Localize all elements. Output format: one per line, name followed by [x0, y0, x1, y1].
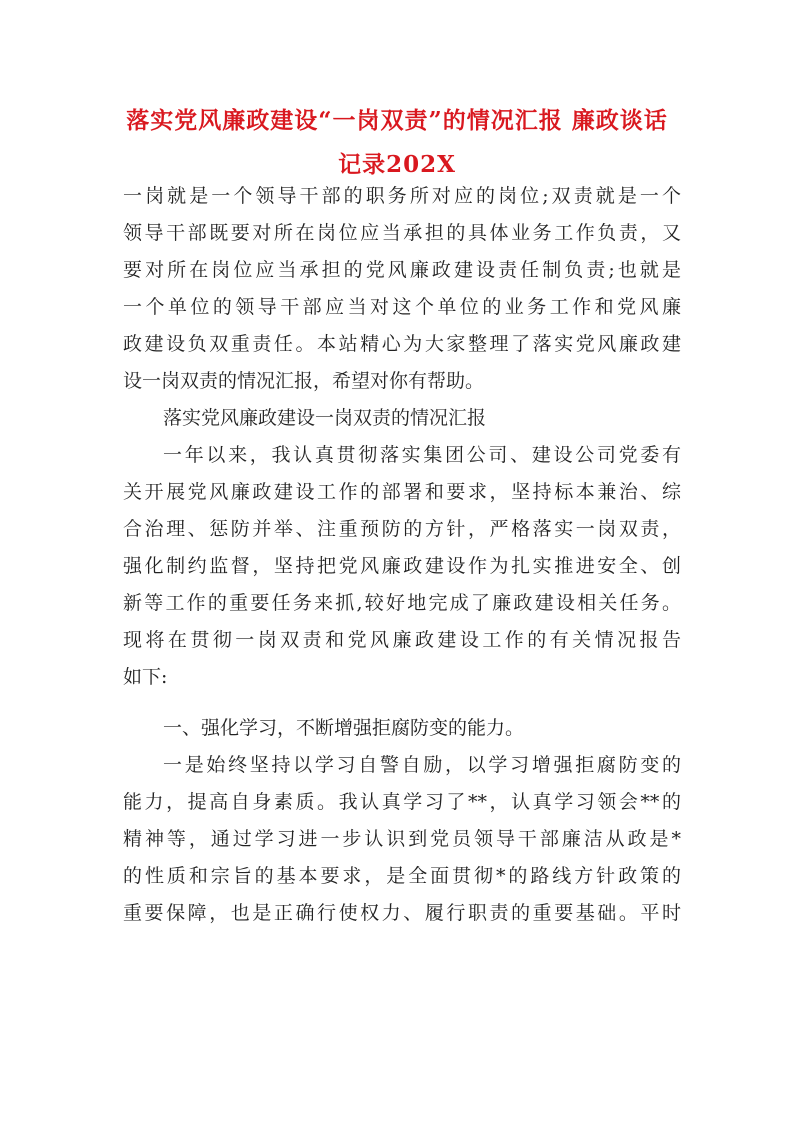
document-title-line-2: 记录202X — [338, 151, 456, 178]
body-line-19: 的性质和宗旨的基本要求，是全面贯彻*的路线方针政策的 — [123, 865, 681, 887]
body-line-1: 一岗就是一个领导干部的职务所对应的岗位;双责就是一个 — [123, 185, 681, 207]
body-line-20: 重要保障，也是正确行使权力、履行职责的重要基础。平时 — [123, 902, 681, 924]
body-line-5: 政建设负双重责任。本站精心为大家整理了落实党风廉政建 — [123, 333, 681, 355]
body-line-18: 精神等，通过学习进一步认识到党员领导干部廉洁从政是* — [123, 828, 681, 850]
body-line-8: 一年以来，我认真贯彻落实集团公司、建设公司党委有 — [163, 444, 681, 466]
document-title-line-1: 落实党风廉政建设“一岗双责”的情况汇报 廉政谈话 — [126, 107, 668, 134]
body-line-12: 新等工作的重要任务来抓,较好地完成了廉政建设相关任务。 — [123, 592, 681, 614]
body-line-3: 要对所在岗位应当承担的党风廉政建设责任制负责;也就是 — [123, 259, 681, 281]
body-line-10: 合治理、惩防并举、注重预防的方针，严格落实一岗双责， — [123, 518, 681, 540]
body-line-14: 如下: — [123, 666, 168, 688]
body-line-6: 设一岗双责的情况汇报，希望对你有帮助。 — [123, 370, 485, 392]
subsection-heading: 一、强化学习，不断增强拒腐防变的能力。 — [163, 717, 525, 739]
body-line-17: 能力，提高自身素质。我认真学习了**，认真学习领会**的 — [123, 791, 681, 813]
body-line-2: 领导干部既要对所在岗位应当承担的具体业务工作负责，又 — [123, 222, 681, 244]
body-line-9: 关开展党风廉政建设工作的部署和要求，坚持标本兼治、综 — [123, 481, 681, 503]
body-line-16: 一是始终坚持以学习自警自励，以学习增强拒腐防变的 — [163, 754, 681, 776]
body-line-4: 一个单位的领导干部应当对这个单位的业务工作和党风廉 — [123, 296, 681, 318]
body-line-13: 现将在贯彻一岗双责和党风廉政建设工作的有关情况报告 — [123, 629, 681, 651]
body-line-11: 强化制约监督，坚持把党风廉政建设作为扎实推进安全、创 — [123, 555, 681, 577]
section-heading: 落实党风廉政建设一岗双责的情况汇报 — [163, 407, 487, 429]
